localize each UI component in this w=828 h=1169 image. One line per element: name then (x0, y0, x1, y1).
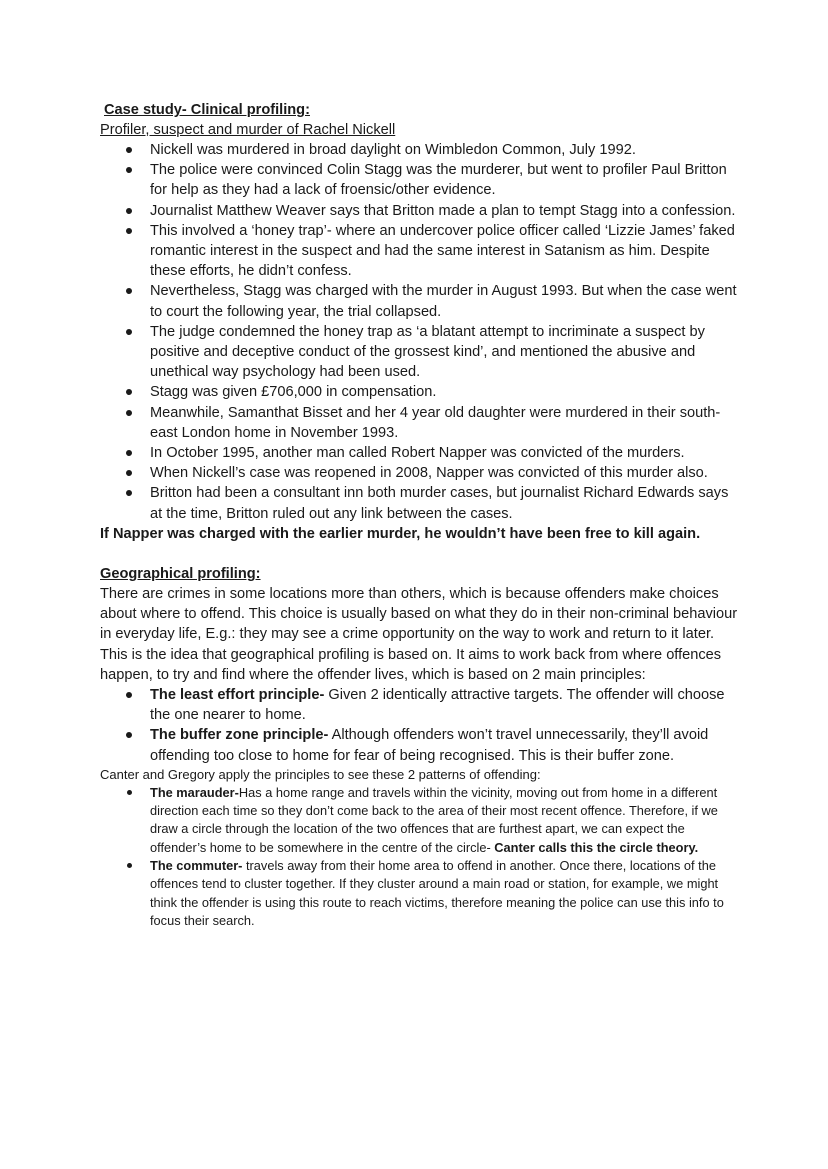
bullet-icon (126, 208, 132, 214)
list-item: Meanwhile, Samanthat Bisset and her 4 year old daughter were murdered in their south-east London home in November 1993. (100, 403, 740, 443)
list-item: The least effort principle- Given 2 identically attractive targets. The offender will choose the one nearer to home. (100, 685, 740, 725)
bullet-icon (126, 490, 132, 496)
bullet-icon (126, 147, 132, 153)
list-item: The judge condemned the honey trap as ‘a blatant attempt to incriminate a suspect by positive and deceptive conduct of the grossest kind’, and mentioned the abusive and unethical way psychology had been used. (100, 322, 740, 383)
bullet-icon (127, 790, 132, 795)
bullet-icon (126, 732, 132, 738)
list-item: The marauder-Has a home range and travels within the vicinity, moving out from home in a different direction each time so they don’t come back to the area of their most recent offence. Therefore, if we draw a circle through the location of the two offences that are furthest apart, we can expect the offender’s home to be somewhere in the centre of the circle- Canter calls this the circle theory. (100, 784, 740, 857)
list-item: Stagg was given £706,000 in compensation. (100, 382, 740, 402)
patterns-list (100, 784, 740, 930)
case-study-heading: Case study- Clinical profiling: (104, 102, 310, 118)
list-item: Nevertheless, Stagg was charged with the murder in August 1993. But when the case went to court the following year, the trial collapsed. (100, 281, 740, 321)
bullet-icon (126, 288, 132, 294)
patterns-intro: Canter and Gregory apply the principles to see these 2 patterns of offending: (100, 766, 541, 782)
bullet-icon (126, 329, 132, 335)
geo-heading: Geographical profiling: (100, 566, 261, 583)
bullet-icon (126, 228, 132, 234)
list-item: In October 1995, another man called Robert Napper was convicted of the murders. (100, 443, 740, 463)
list-item: Journalist Matthew Weaver says that Britton made a plan to tempt Stagg into a confession. (100, 201, 740, 221)
list-item: When Nickell’s case was reopened in 2008, Napper was convicted of this murder also. (100, 463, 740, 483)
geo-paragraph-2: This is the idea that geographical profiling is based on. It aims to work back from where offences happen, to try and find where the offender lives, which is based on 2 main principles: (100, 646, 722, 683)
case-study-bullet-list (100, 140, 740, 524)
geo-paragraph-1: There are crimes in some locations more than others, which is because offenders make choices about where to offend. This choice is usually based on what they do in their non-criminal behaviour in everyday life, E.g.: they may see a crime opportunity on the way to work and return to it later. (100, 586, 738, 643)
bullet-icon (126, 450, 132, 456)
case-study-conclusion: If Napper was charged with the earlier murder, he wouldn’t have been free to kill again. (100, 525, 701, 542)
case-study-subheading: Profiler, suspect and murder of Rachel Nickell (100, 122, 396, 138)
list-item: This involved a ‘honey trap’- where an undercover police officer called ‘Lizzie James’ faked romantic interest in the suspect and had the same interest in Satanism as him. Despite these efforts, he didn’t confess. (100, 221, 740, 282)
list-item: Nickell was murdered in broad daylight on Wimbledon Common, July 1992. (100, 140, 740, 160)
spacer (100, 544, 740, 564)
bullet-icon (127, 863, 132, 868)
bullet-icon (126, 470, 132, 476)
bullet-icon (126, 167, 132, 173)
document-page (100, 100, 740, 930)
bullet-icon (126, 410, 132, 416)
bullet-icon (126, 389, 132, 395)
list-item: The commuter- travels away from their home area to offend in another. Once there, locations of the offences tend to cluster together. If they cluster around a main road or station, for example, we might think the offender is using this route to reach victims, therefore meaning the police can use this info to focus their search. (100, 857, 740, 930)
bullet-icon (126, 692, 132, 698)
principles-list (100, 685, 740, 766)
list-item: Britton had been a consultant inn both murder cases, but journalist Richard Edwards says at the time, Britton ruled out any link between the cases. (100, 483, 740, 523)
list-item: The buffer zone principle- Although offenders won’t travel unnecessarily, they’ll avoid offending too close to home for fear of being recognised. This is their buffer zone. (100, 725, 740, 765)
list-item: The police were convinced Colin Stagg was the murderer, but went to profiler Paul Britton for help as they had a lack of froensic/other evidence. (100, 160, 740, 200)
